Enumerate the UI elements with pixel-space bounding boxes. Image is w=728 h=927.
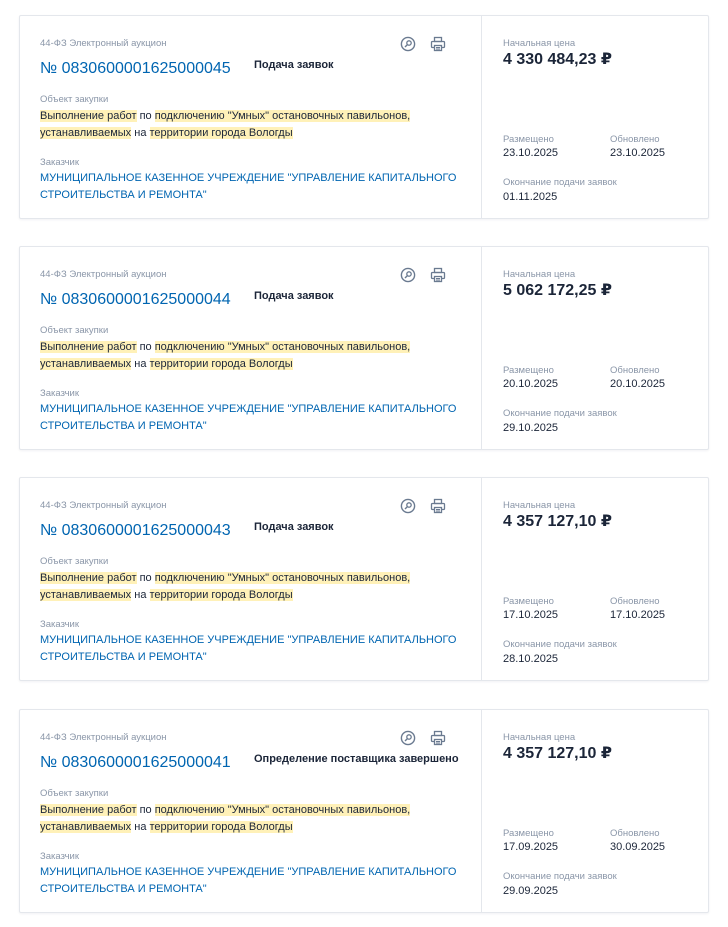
card-price-panel [481,16,708,218]
customer-label: Заказчик [40,619,80,630]
object-label: Объект закупки [40,325,109,336]
print-icon[interactable] [430,36,446,52]
status-label: Определение поставщика завершено [254,753,459,765]
card-actions [400,498,446,514]
tender-card[interactable] [19,709,709,913]
deadline-date: 28.10.2025 [503,653,559,665]
posted-date: 17.10.2025 [503,609,559,621]
lens-icon[interactable] [400,498,416,514]
object-text: Выполнение работ по подключению "Умных" остановочных павильонов, устанавливаемых на территории города Вологды [40,804,411,833]
card-actions [400,267,446,283]
lens-icon[interactable] [400,730,416,746]
price-value: 4 357 127,10 ₽ [503,745,612,762]
posted-date: 23.10.2025 [503,147,559,159]
tender-number-link[interactable]: № 0830600001625000045 [40,60,231,77]
print-icon[interactable] [430,498,446,514]
deadline-date: 01.11.2025 [503,191,558,203]
price-value: 4 330 484,23 ₽ [503,51,612,68]
procurement-type: 44-ФЗ Электронный аукцион [40,732,167,743]
lens-icon[interactable] [400,36,416,52]
price-value: 5 062 172,25 ₽ [503,282,612,299]
card-price-panel [481,478,708,680]
card-actions [400,36,446,52]
deadline-label: Окончание подачи заявок [503,639,617,650]
print-icon[interactable] [430,267,446,283]
customer-label: Заказчик [40,851,80,862]
object-label: Объект закупки [40,556,109,567]
card-actions [400,730,446,746]
posted-label: Размещено [503,596,554,607]
updated-label: Обновлено [610,828,660,839]
price-label: Начальная цена [503,269,576,280]
card-main [20,710,481,912]
updated-date: 20.10.2025 [610,378,666,390]
posted-label: Размещено [503,828,554,839]
customer-link[interactable]: МУНИЦИПАЛЬНОЕ КАЗЕННОЕ УЧРЕЖДЕНИЕ "УПРАВЛЕНИЕ КАПИТАЛЬНОГО СТРОИТЕЛЬСТВА И РЕМОНТА" [40,634,457,663]
tender-card[interactable] [19,15,709,219]
deadline-label: Окончание подачи заявок [503,871,617,882]
customer-link[interactable]: МУНИЦИПАЛЬНОЕ КАЗЕННОЕ УЧРЕЖДЕНИЕ "УПРАВЛЕНИЕ КАПИТАЛЬНОГО СТРОИТЕЛЬСТВА И РЕМОНТА" [40,403,457,432]
procurement-type: 44-ФЗ Электронный аукцион [40,38,167,49]
card-price-panel [481,247,708,449]
customer-link[interactable]: МУНИЦИПАЛЬНОЕ КАЗЕННОЕ УЧРЕЖДЕНИЕ "УПРАВЛЕНИЕ КАПИТАЛЬНОГО СТРОИТЕЛЬСТВА И РЕМОНТА" [40,866,457,895]
tender-number-link[interactable]: № 0830600001625000041 [40,754,231,771]
card-price-panel [481,710,708,912]
posted-date: 20.10.2025 [503,378,559,390]
tender-card[interactable] [19,246,709,450]
price-label: Начальная цена [503,38,576,49]
tender-number-link[interactable]: № 0830600001625000043 [40,522,231,539]
status-label: Подача заявок [254,59,334,71]
updated-date: 17.10.2025 [610,609,666,621]
deadline-date: 29.10.2025 [503,422,559,434]
tender-number-link[interactable]: № 0830600001625000044 [40,291,231,308]
customer-label: Заказчик [40,388,80,399]
object-text: Выполнение работ по подключению "Умных" остановочных павильонов, устанавливаемых на территории города Вологды [40,110,411,139]
card-main [20,478,481,680]
updated-label: Обновлено [610,134,660,145]
customer-label: Заказчик [40,157,80,168]
price-label: Начальная цена [503,732,576,743]
price-label: Начальная цена [503,500,576,511]
tender-card[interactable] [19,477,709,681]
card-main [20,16,481,218]
deadline-label: Окончание подачи заявок [503,177,617,188]
deadline-date: 29.09.2025 [503,885,559,897]
procurement-type: 44-ФЗ Электронный аукцион [40,500,167,511]
updated-label: Обновлено [610,365,660,376]
posted-label: Размещено [503,134,554,145]
object-text: Выполнение работ по подключению "Умных" остановочных павильонов, устанавливаемых на территории города Вологды [40,572,411,601]
deadline-label: Окончание подачи заявок [503,408,617,419]
lens-icon[interactable] [400,267,416,283]
price-value: 4 357 127,10 ₽ [503,513,612,530]
status-label: Подача заявок [254,290,334,302]
posted-label: Размещено [503,365,554,376]
procurement-type: 44-ФЗ Электронный аукцион [40,269,167,280]
updated-date: 30.09.2025 [610,841,666,853]
updated-label: Обновлено [610,596,660,607]
updated-date: 23.10.2025 [610,147,666,159]
object-text: Выполнение работ по подключению "Умных" остановочных павильонов, устанавливаемых на территории города Вологды [40,341,411,370]
object-label: Объект закупки [40,94,109,105]
status-label: Подача заявок [254,521,334,533]
posted-date: 17.09.2025 [503,841,559,853]
card-main [20,247,481,449]
customer-link[interactable]: МУНИЦИПАЛЬНОЕ КАЗЕННОЕ УЧРЕЖДЕНИЕ "УПРАВЛЕНИЕ КАПИТАЛЬНОГО СТРОИТЕЛЬСТВА И РЕМОНТА" [40,172,457,201]
print-icon[interactable] [430,730,446,746]
object-label: Объект закупки [40,788,109,799]
